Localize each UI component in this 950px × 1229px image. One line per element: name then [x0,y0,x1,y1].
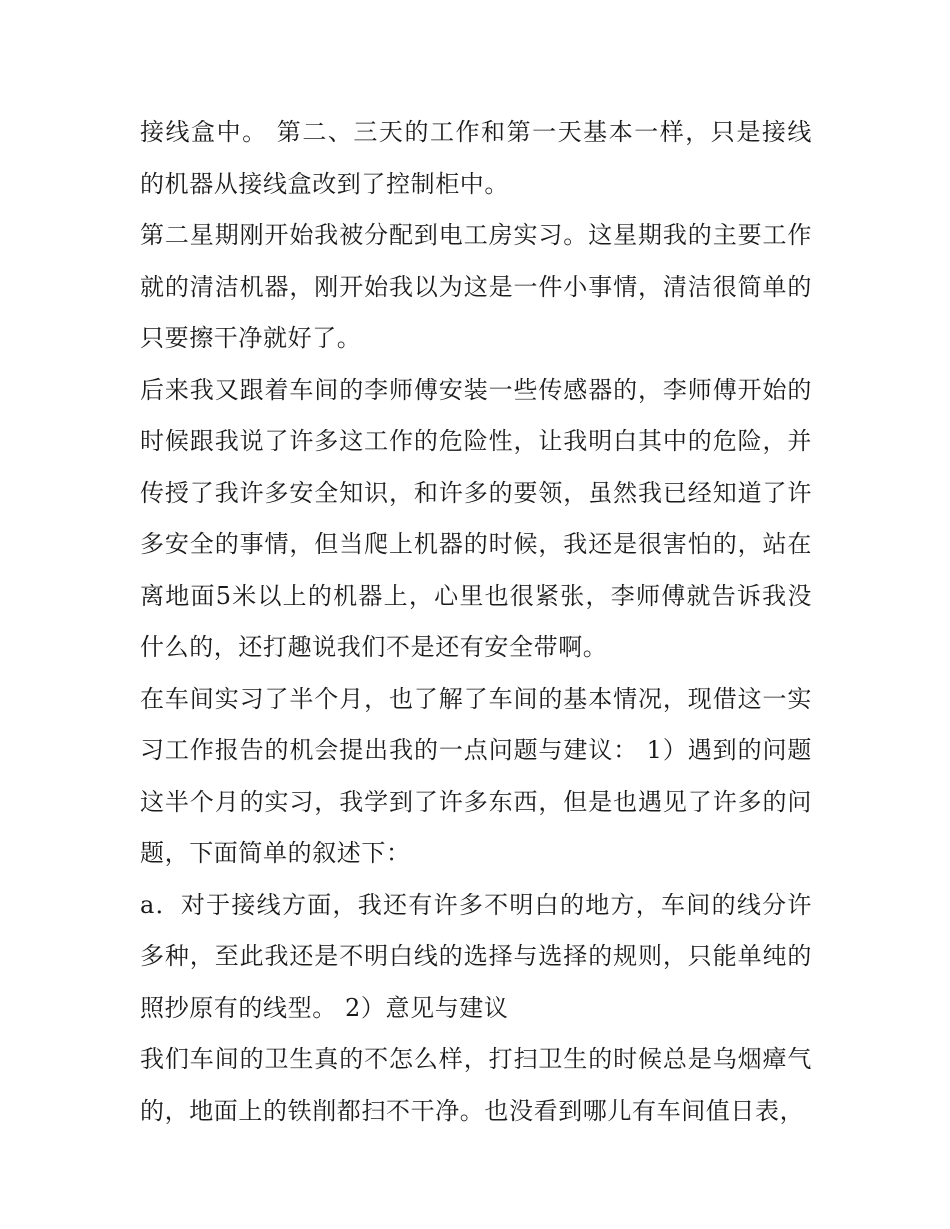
paragraph-5: a．对于接线方面，我还有许多不明白的地方，车间的线分许多种，至此我还是不明白线的选择与选择的规则，只能单纯的照抄原有的线型。 2）意见与建议 [140,890,812,1022]
paragraph-1: 接线盒中。 第二、三天的工作和第一天基本一样，只是接线的机器从接线盒改到了控制柜中。 [140,118,812,198]
paragraph-4: 在车间实习了半个月，也了解了车间的基本情况，现借这一实习工作报告的机会提出我的一点问题与建议： 1）遇到的问题 这半个月的实习，我学到了许多东西，但是也遇见了许多的问题，下面简单的叙述下： [140,684,812,867]
paragraph-6: 我们车间的卫生真的不怎么样，打扫卫生的时候总是乌烟瘴气的，地面上的铁削都扫不干净。也没看到哪儿有车间值日表， [140,1045,812,1125]
body-text [140,107,812,1137]
paragraph-2: 第二星期刚开始我被分配到电工房实习。这星期我的主要工作就的清洁机器，刚开始我以为这是一件小事情，清洁很简单的只要擦干净就好了。 [140,221,812,352]
paragraph-3: 后来我又跟着车间的李师傅安装一些传感器的，李师傅开始的时候跟我说了许多这工作的危险性，让我明白其中的危险，并传授了我许多安全知识，和许多的要领，虽然我已经知道了许多安全的事情，但当爬上机器的时候，我还是很害怕的，站在离地面5米以上的机器上，心里也很紧张，李师傅就告诉我没什么的，还打趣说我们不是还有安全带啊。 [140,375,812,661]
